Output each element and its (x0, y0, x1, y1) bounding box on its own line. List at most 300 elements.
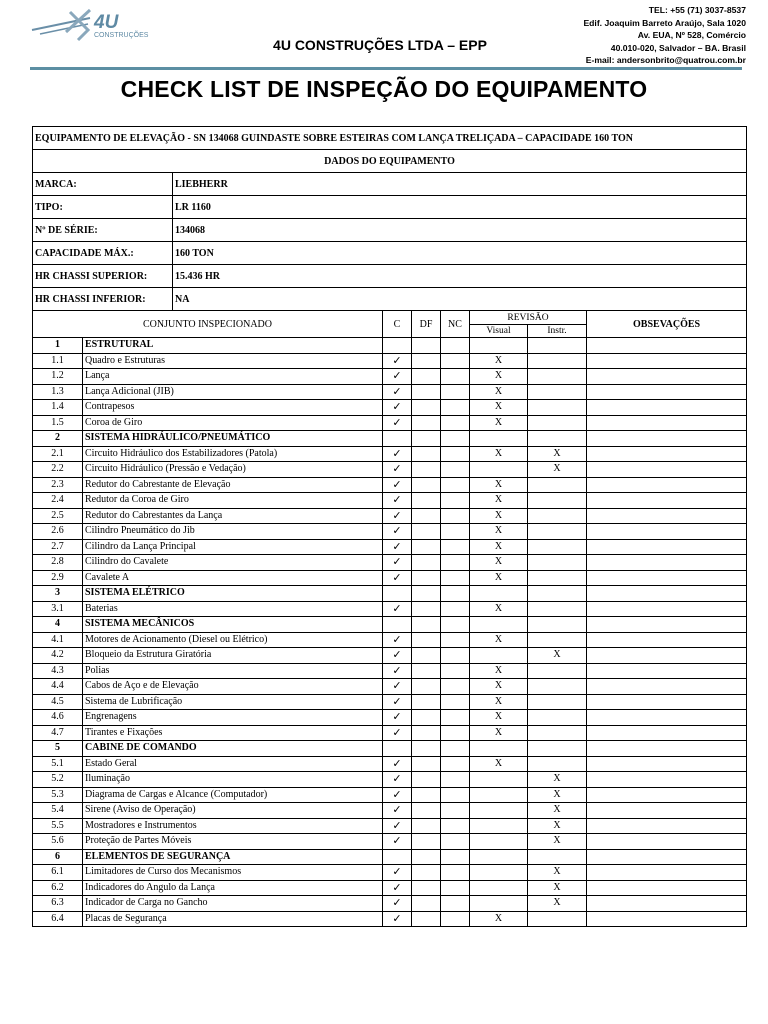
item-label: Redutor do Cabrestante de Elevação (83, 477, 383, 493)
section-instr-cell (528, 849, 587, 865)
check-mark-icon: ✓ (383, 896, 412, 912)
check-mark-icon: ✓ (383, 477, 412, 493)
field-label: HR CHASSI SUPERIOR: (33, 265, 173, 288)
instr-mark (528, 415, 587, 431)
check-mark-icon: ✓ (383, 493, 412, 509)
field-label: CAPACIDADE MÁX.: (33, 242, 173, 265)
observation-cell (587, 787, 747, 803)
visual-mark: X (470, 539, 528, 555)
visual-mark: X (470, 694, 528, 710)
item-label: Circuito Hidráulico (Pressão e Vedação) (83, 462, 383, 478)
item-label: Circuito Hidráulico dos Estabilizadores (Patola) (83, 446, 383, 462)
column-header-row (33, 311, 747, 325)
df-cell (412, 508, 441, 524)
contact-block (583, 4, 746, 67)
item-number: 5.5 (33, 818, 83, 834)
item-number: 2.2 (33, 462, 83, 478)
observation-cell (587, 353, 747, 369)
table-row (33, 369, 747, 385)
nc-cell (441, 818, 470, 834)
check-mark-icon: ✓ (383, 524, 412, 540)
check-mark-icon: ✓ (383, 694, 412, 710)
check-mark-icon: ✓ (383, 632, 412, 648)
observation-cell (587, 632, 747, 648)
instr-mark (528, 493, 587, 509)
df-cell (412, 493, 441, 509)
observation-cell (587, 493, 747, 509)
table-row (33, 756, 747, 772)
nc-cell (441, 663, 470, 679)
visual-mark (470, 865, 528, 881)
df-cell (412, 446, 441, 462)
field-row (33, 242, 747, 265)
item-label: Tirantes e Fixações (83, 725, 383, 741)
observation-cell (587, 694, 747, 710)
item-label: Cilindro da Lança Principal (83, 539, 383, 555)
table-row (33, 694, 747, 710)
observation-cell (587, 415, 747, 431)
instr-mark: X (528, 446, 587, 462)
df-cell (412, 462, 441, 478)
nc-cell (441, 679, 470, 695)
df-cell (412, 896, 441, 912)
instr-mark: X (528, 648, 587, 664)
item-number: 1.4 (33, 400, 83, 416)
section-row (33, 431, 747, 447)
item-number: 4.7 (33, 725, 83, 741)
nc-cell (441, 570, 470, 586)
check-mark-icon: ✓ (383, 787, 412, 803)
visual-mark: X (470, 756, 528, 772)
visual-mark (470, 462, 528, 478)
section-df-cell (412, 338, 441, 354)
nc-cell (441, 772, 470, 788)
item-number: 2.3 (33, 477, 83, 493)
item-number: 2.9 (33, 570, 83, 586)
section-nc-cell (441, 617, 470, 633)
equipment-description: EQUIPAMENTO DE ELEVAÇÃO - SN 134068 GUINDASTE SOBRE ESTEIRAS COM LANÇA TRELIÇADA – CAPACIDADE 160 TON (33, 127, 747, 150)
observation-cell (587, 880, 747, 896)
visual-mark (470, 803, 528, 819)
table-row (33, 539, 747, 555)
company-name: 4U CONSTRUÇÕES LTDA – EPP (273, 37, 487, 53)
df-cell (412, 880, 441, 896)
nc-cell (441, 787, 470, 803)
contact-building: Edif. Joaquim Barreto Araújo, Sala 1020 (583, 17, 746, 28)
document-title: CHECK LIST DE INSPEÇÃO DO EQUIPAMENTO (120, 76, 648, 102)
section-obs-cell (587, 431, 747, 447)
section-row (33, 617, 747, 633)
item-number: 1.5 (33, 415, 83, 431)
observation-cell (587, 865, 747, 881)
check-mark-icon: ✓ (383, 648, 412, 664)
df-cell (412, 911, 441, 927)
check-mark-icon: ✓ (383, 803, 412, 819)
nc-cell (441, 710, 470, 726)
table-row (33, 725, 747, 741)
nc-cell (441, 648, 470, 664)
field-value: 15.436 HR (173, 265, 747, 288)
item-label: Placas de Segurança (83, 911, 383, 927)
visual-mark: X (470, 415, 528, 431)
item-label: Lança (83, 369, 383, 385)
observation-cell (587, 462, 747, 478)
item-number: 2.6 (33, 524, 83, 540)
item-label: Engrenagens (83, 710, 383, 726)
nc-cell (441, 911, 470, 927)
visual-mark: X (470, 601, 528, 617)
instr-mark (528, 384, 587, 400)
observation-cell (587, 663, 747, 679)
visual-mark: X (470, 725, 528, 741)
check-mark-icon: ✓ (383, 446, 412, 462)
visual-mark: X (470, 400, 528, 416)
df-cell (412, 803, 441, 819)
section-number: 2 (33, 431, 83, 447)
nc-cell (441, 803, 470, 819)
visual-mark: X (470, 679, 528, 695)
field-row (33, 219, 747, 242)
table-row (33, 508, 747, 524)
instr-mark (528, 725, 587, 741)
item-number: 5.3 (33, 787, 83, 803)
df-cell (412, 353, 441, 369)
item-label: Limitadores de Curso dos Mecanismos (83, 865, 383, 881)
section-obs-cell (587, 741, 747, 757)
col-header-c: C (383, 311, 412, 338)
data-section-title: DADOS DO EQUIPAMENTO (33, 150, 747, 173)
table-row (33, 524, 747, 540)
section-obs-cell (587, 617, 747, 633)
table-row (33, 679, 747, 695)
observation-cell (587, 803, 747, 819)
df-cell (412, 756, 441, 772)
table-row (33, 663, 747, 679)
df-cell (412, 384, 441, 400)
section-instr-cell (528, 617, 587, 633)
section-row (33, 741, 747, 757)
field-row (33, 288, 747, 311)
instr-mark (528, 555, 587, 571)
item-label: Cabos de Aço e de Elevação (83, 679, 383, 695)
table-row (33, 462, 747, 478)
nc-cell (441, 555, 470, 571)
item-label: Contrapesos (83, 400, 383, 416)
instr-mark (528, 508, 587, 524)
visual-mark: X (470, 710, 528, 726)
observation-cell (587, 756, 747, 772)
table-row (33, 710, 747, 726)
check-mark-icon: ✓ (383, 508, 412, 524)
check-mark-icon: ✓ (383, 865, 412, 881)
instr-mark (528, 632, 587, 648)
field-label: MARCA: (33, 173, 173, 196)
check-mark-icon: ✓ (383, 369, 412, 385)
observation-cell (587, 818, 747, 834)
table-row (33, 477, 747, 493)
logo-subtext: CONSTRUÇÕES (94, 32, 149, 39)
table-row (33, 353, 747, 369)
item-number: 3.1 (33, 601, 83, 617)
observation-cell (587, 508, 747, 524)
field-value: LR 1160 (173, 196, 747, 219)
crane-logo-icon (30, 4, 160, 44)
table-row (33, 493, 747, 509)
instr-mark (528, 539, 587, 555)
item-number: 6.3 (33, 896, 83, 912)
section-instr-cell (528, 741, 587, 757)
table-row (33, 648, 747, 664)
section-nc-cell (441, 586, 470, 602)
nc-cell (441, 415, 470, 431)
nc-cell (441, 632, 470, 648)
section-number: 3 (33, 586, 83, 602)
check-mark-icon: ✓ (383, 834, 412, 850)
check-mark-icon: ✓ (383, 772, 412, 788)
instr-mark (528, 663, 587, 679)
table-row (33, 446, 747, 462)
df-cell (412, 524, 441, 540)
observation-cell (587, 710, 747, 726)
item-number: 5.4 (33, 803, 83, 819)
item-number: 4.2 (33, 648, 83, 664)
visual-mark (470, 834, 528, 850)
item-number: 4.4 (33, 679, 83, 695)
instr-mark: X (528, 818, 587, 834)
visual-mark: X (470, 524, 528, 540)
item-number: 6.1 (33, 865, 83, 881)
col-header-visual: Visual (470, 325, 528, 338)
col-header-revision: REVISÃO (470, 311, 587, 325)
check-mark-icon: ✓ (383, 663, 412, 679)
check-mark-icon: ✓ (383, 880, 412, 896)
instr-mark: X (528, 787, 587, 803)
check-mark-icon: ✓ (383, 570, 412, 586)
item-label: Indicador de Carga no Gancho (83, 896, 383, 912)
table-row (33, 772, 747, 788)
check-mark-icon: ✓ (383, 462, 412, 478)
item-number: 4.3 (33, 663, 83, 679)
item-label: Indicadores do Angulo da Lança (83, 880, 383, 896)
item-number: 4.1 (33, 632, 83, 648)
item-label: Proteção de Partes Móveis (83, 834, 383, 850)
section-c-cell (383, 849, 412, 865)
check-mark-icon: ✓ (383, 353, 412, 369)
company-logo (30, 4, 160, 44)
item-label: Redutor da Coroa de Giro (83, 493, 383, 509)
instr-mark: X (528, 772, 587, 788)
section-c-cell (383, 431, 412, 447)
item-number: 2.8 (33, 555, 83, 571)
table-row (33, 803, 747, 819)
observation-cell (587, 539, 747, 555)
section-visual-cell (470, 431, 528, 447)
table-row (33, 880, 747, 896)
section-df-cell (412, 431, 441, 447)
section-row (33, 586, 747, 602)
nc-cell (441, 524, 470, 540)
section-instr-cell (528, 338, 587, 354)
df-cell (412, 865, 441, 881)
nc-cell (441, 384, 470, 400)
df-cell (412, 415, 441, 431)
df-cell (412, 632, 441, 648)
df-cell (412, 725, 441, 741)
visual-mark: X (470, 477, 528, 493)
contact-phone: TEL: +55 (71) 3037-8537 (648, 5, 746, 15)
item-number: 4.6 (33, 710, 83, 726)
observation-cell (587, 601, 747, 617)
item-number: 2.7 (33, 539, 83, 555)
nc-cell (441, 369, 470, 385)
field-label: Nº DE SÉRIE: (33, 219, 173, 242)
nc-cell (441, 462, 470, 478)
col-header-df: DF (412, 311, 441, 338)
section-title: ELEMENTOS DE SEGURANÇA (83, 849, 383, 865)
visual-mark: X (470, 632, 528, 648)
section-title: SISTEMA ELÉTRICO (83, 586, 383, 602)
section-df-cell (412, 586, 441, 602)
item-number: 6.2 (33, 880, 83, 896)
item-number: 2.5 (33, 508, 83, 524)
section-instr-cell (528, 431, 587, 447)
item-number: 1.1 (33, 353, 83, 369)
instr-mark (528, 694, 587, 710)
nc-cell (441, 694, 470, 710)
observation-cell (587, 679, 747, 695)
nc-cell (441, 880, 470, 896)
instr-mark (528, 911, 587, 927)
contact-email: E-mail: andersonbrito@quatrou.com.br (585, 55, 746, 66)
logo-text: 4U (94, 12, 119, 33)
instr-mark (528, 524, 587, 540)
table-row (33, 601, 747, 617)
instr-mark: X (528, 462, 587, 478)
field-value: 160 TON (173, 242, 747, 265)
observation-cell (587, 400, 747, 416)
item-label: Mostradores e Instrumentos (83, 818, 383, 834)
check-mark-icon: ✓ (383, 911, 412, 927)
check-mark-icon: ✓ (383, 400, 412, 416)
nc-cell (441, 446, 470, 462)
observation-cell (587, 524, 747, 540)
nc-cell (441, 508, 470, 524)
visual-mark: X (470, 493, 528, 509)
item-number: 4.5 (33, 694, 83, 710)
df-cell (412, 601, 441, 617)
check-mark-icon: ✓ (383, 756, 412, 772)
field-label: TIPO: (33, 196, 173, 219)
visual-mark (470, 896, 528, 912)
observation-cell (587, 570, 747, 586)
nc-cell (441, 756, 470, 772)
table-row (33, 570, 747, 586)
section-df-cell (412, 617, 441, 633)
nc-cell (441, 834, 470, 850)
observation-cell (587, 772, 747, 788)
check-mark-icon: ✓ (383, 384, 412, 400)
field-value: 134068 (173, 219, 747, 242)
section-c-cell (383, 586, 412, 602)
item-label: Cavalete A (83, 570, 383, 586)
item-label: Cilindro do Cavalete (83, 555, 383, 571)
item-number: 5.6 (33, 834, 83, 850)
observation-cell (587, 648, 747, 664)
visual-mark (470, 648, 528, 664)
check-mark-icon: ✓ (383, 415, 412, 431)
col-header-instr: Instr. (528, 325, 587, 338)
field-row (33, 265, 747, 288)
section-number: 1 (33, 338, 83, 354)
item-label: Iluminação (83, 772, 383, 788)
observation-cell (587, 446, 747, 462)
table-row (33, 415, 747, 431)
item-label: Baterias (83, 601, 383, 617)
visual-mark: X (470, 911, 528, 927)
instr-mark (528, 710, 587, 726)
item-number: 2.1 (33, 446, 83, 462)
visual-mark: X (470, 353, 528, 369)
df-cell (412, 400, 441, 416)
visual-mark: X (470, 446, 528, 462)
section-df-cell (412, 849, 441, 865)
field-label: HR CHASSI INFERIOR: (33, 288, 173, 311)
instr-mark (528, 601, 587, 617)
df-cell (412, 772, 441, 788)
section-nc-cell (441, 741, 470, 757)
section-obs-cell (587, 586, 747, 602)
visual-mark (470, 818, 528, 834)
col-header-obs: OBSEVAÇÕES (587, 311, 747, 338)
instr-mark (528, 679, 587, 695)
table-row (33, 818, 747, 834)
df-cell (412, 663, 441, 679)
df-cell (412, 710, 441, 726)
observation-cell (587, 911, 747, 927)
instr-mark: X (528, 896, 587, 912)
item-number: 6.4 (33, 911, 83, 927)
check-mark-icon: ✓ (383, 679, 412, 695)
instr-mark: X (528, 865, 587, 881)
observation-cell (587, 896, 747, 912)
instr-mark (528, 570, 587, 586)
observation-cell (587, 725, 747, 741)
visual-mark (470, 772, 528, 788)
contact-street: Av. EUA, Nº 528, Comércio (637, 30, 746, 41)
item-number: 5.2 (33, 772, 83, 788)
item-label: Cilindro Pneumático do Jib (83, 524, 383, 540)
instr-mark (528, 477, 587, 493)
field-row (33, 196, 747, 219)
item-label: Motores de Acionamento (Diesel ou Elétrico) (83, 632, 383, 648)
section-c-cell (383, 741, 412, 757)
section-title: CABINE DE COMANDO (83, 741, 383, 757)
item-label: Polias (83, 663, 383, 679)
check-mark-icon: ✓ (383, 710, 412, 726)
df-cell (412, 834, 441, 850)
item-label: Sirene (Aviso de Operação) (83, 803, 383, 819)
item-label: Lança Adicional (JIB) (83, 384, 383, 400)
df-cell (412, 555, 441, 571)
item-label: Redutor do Cabrestantes da Lança (83, 508, 383, 524)
visual-mark: X (470, 384, 528, 400)
section-title: SISTEMA HIDRÁULICO/PNEUMÁTICO (83, 431, 383, 447)
df-cell (412, 818, 441, 834)
nc-cell (441, 896, 470, 912)
nc-cell (441, 400, 470, 416)
field-value: LIEBHERR (173, 173, 747, 196)
field-row (33, 173, 747, 196)
